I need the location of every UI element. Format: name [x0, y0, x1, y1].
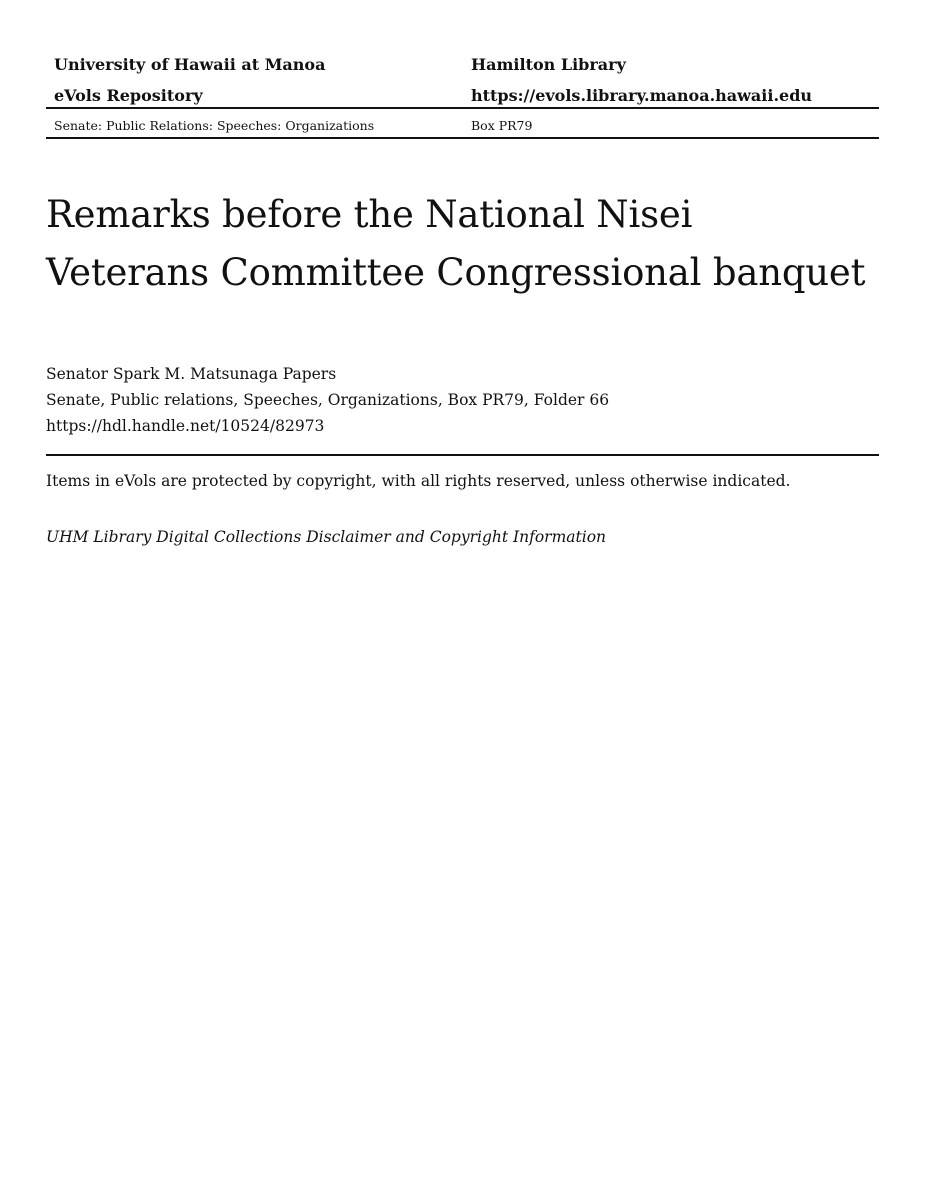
document-title	[46, 186, 879, 302]
header-row-1	[46, 52, 879, 83]
library-name: Hamilton Library	[471, 55, 626, 74]
collection-path: Senate: Public Relations: Speeches: Organizations	[54, 118, 375, 133]
title-line-2: Veterans Committee Congressional banquet	[46, 251, 866, 294]
repository-name: eVols Repository	[54, 86, 203, 105]
title-line-1: Remarks before the National Nisei	[46, 193, 693, 236]
papers-collection: Senator Spark M. Matsunaga Papers	[46, 365, 337, 383]
box-label: Box PR79	[471, 118, 533, 133]
header-divider-top	[46, 107, 879, 109]
institution-name: University of Hawaii at Manoa	[54, 55, 326, 74]
copyright-notice: Items in eVols are protected by copyright, with all rights reserved, unless otherwise indicated.	[46, 472, 791, 490]
repository-url[interactable]: https://evols.library.manoa.hawaii.edu	[471, 86, 813, 105]
metadata-divider	[46, 454, 879, 456]
document-metadata	[46, 361, 879, 439]
collection-row	[46, 117, 879, 137]
repository-header	[46, 52, 879, 114]
header-row-2	[46, 83, 879, 114]
folder-location: Senate, Public relations, Speeches, Organizations, Box PR79, Folder 66	[46, 391, 610, 409]
handle-link[interactable]: https://hdl.handle.net/10524/82973	[46, 417, 325, 435]
header-divider-bottom	[46, 137, 879, 139]
disclaimer-link[interactable]: UHM Library Digital Collections Disclaimer and Copyright Information	[46, 528, 607, 546]
